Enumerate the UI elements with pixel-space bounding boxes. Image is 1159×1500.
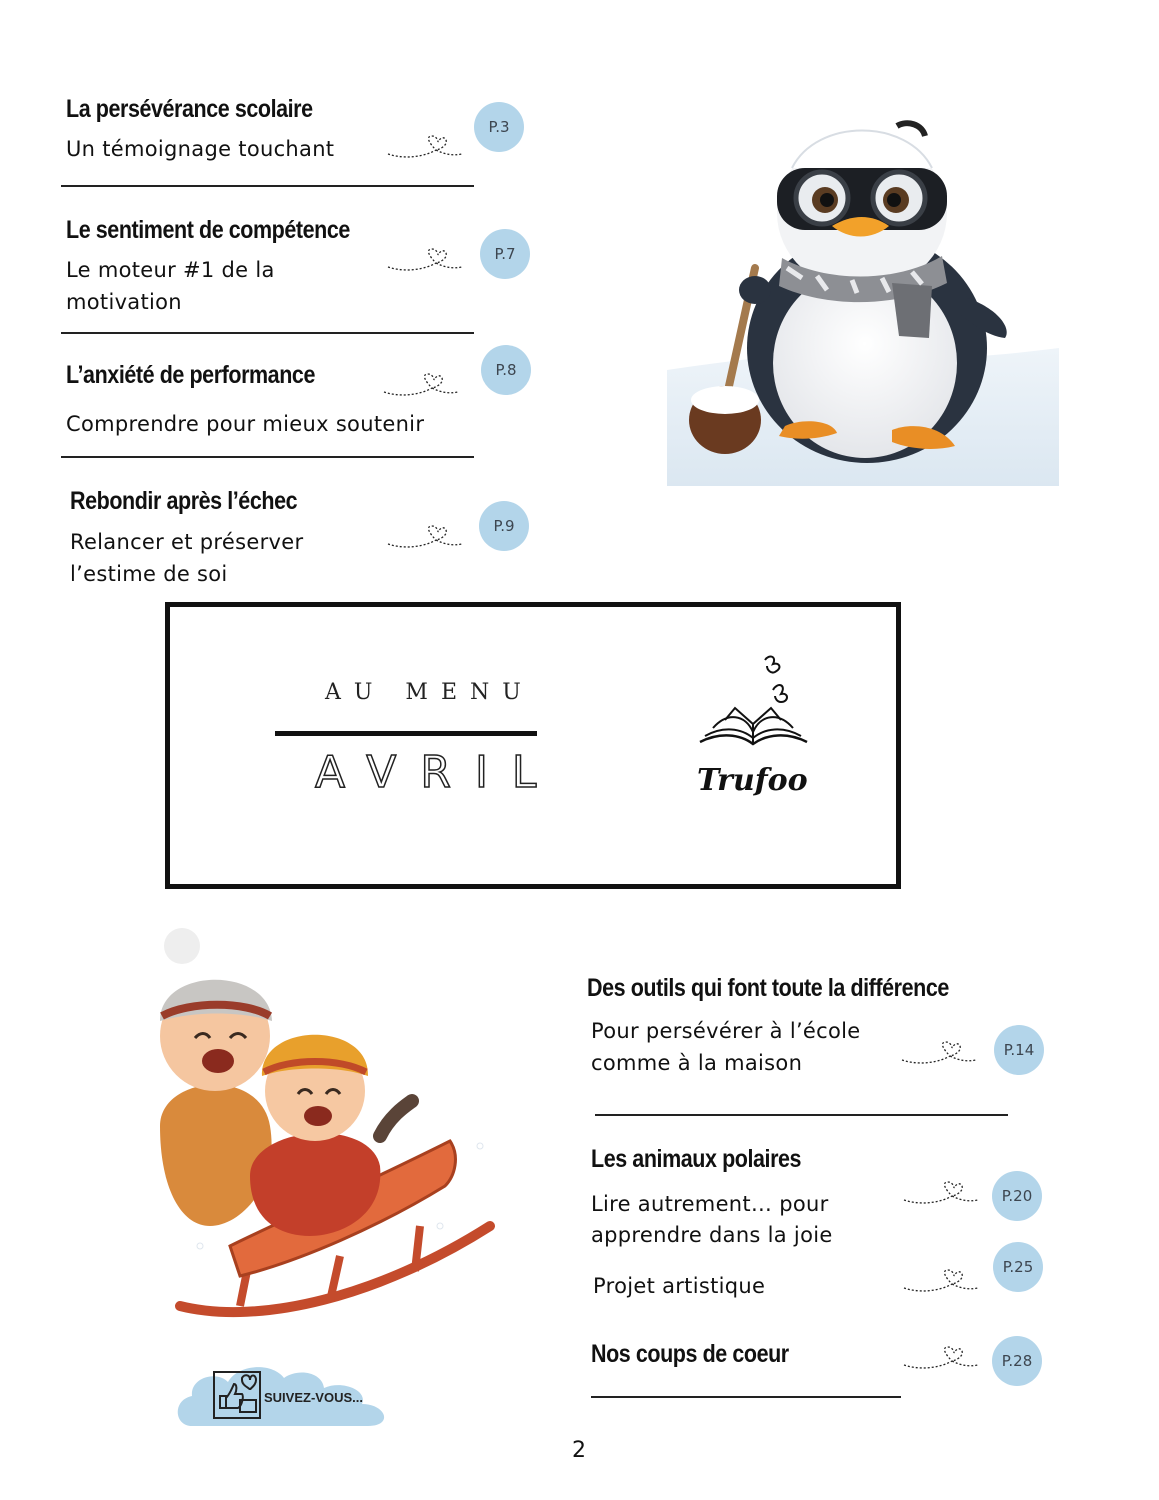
divider — [591, 1396, 901, 1398]
dotted-heart-icon — [902, 1341, 982, 1371]
page-badge-p25[interactable]: P.25 — [993, 1242, 1043, 1292]
toc-subtitle-outils-line2: comme à la maison — [591, 1051, 803, 1075]
trufoo-logo — [695, 652, 815, 802]
dotted-heart-icon — [386, 130, 466, 160]
follow-us-label: SUIVEZ-VOUS... — [264, 1390, 363, 1405]
toc-subtitle-competence-line2: motivation — [66, 290, 182, 314]
dotted-heart-icon — [382, 368, 462, 398]
au-menu-heading: AU MENU — [325, 680, 534, 705]
follow-us-cloud[interactable] — [172, 1360, 390, 1428]
toc-subtitle-perseverance: Un témoignage touchant — [66, 137, 335, 161]
open-book-butterfly-icon — [695, 652, 815, 762]
divider — [61, 456, 474, 458]
toc-title-perseverance: La persévérance scolaire — [66, 95, 313, 123]
toc-title-coups-de-coeur: Nos coups de coeur — [591, 1340, 789, 1368]
toc-subtitle-anxiete: Comprendre pour mieux soutenir — [66, 412, 425, 436]
page-badge-p8[interactable]: P.8 — [481, 345, 531, 395]
au-menu-box — [165, 602, 901, 889]
month-title: AVRIL — [315, 747, 561, 798]
toc-title-outils: Des outils qui font toute la différence — [587, 974, 949, 1002]
toc-title-rebondir: Rebondir après l’échec — [70, 487, 298, 515]
page-badge-p7[interactable]: P.7 — [480, 229, 530, 279]
menu-divider — [275, 731, 537, 736]
page-badge-p9[interactable]: P.9 — [479, 501, 529, 551]
toc-subtitle-projet: Projet artistique — [593, 1274, 766, 1298]
toc-title-anxiete: L’anxiété de performance — [66, 361, 315, 389]
divider — [61, 332, 474, 334]
toc-subtitle-outils-line1: Pour persévérer à l’école — [591, 1019, 861, 1043]
dotted-heart-icon — [902, 1264, 982, 1294]
toc-subtitle-rebondir-line2: l’estime de soi — [70, 562, 228, 586]
page-badge-p14[interactable]: P.14 — [994, 1025, 1044, 1075]
page-badge-p20[interactable]: P.20 — [992, 1171, 1042, 1221]
social-media-icon — [212, 1370, 262, 1420]
logo-text: Trufoo — [697, 763, 808, 798]
dotted-heart-icon — [386, 520, 466, 550]
page-badge-p28[interactable]: P.28 — [992, 1336, 1042, 1386]
toc-subtitle-animaux-line2: apprendre dans la joie — [591, 1223, 833, 1247]
dotted-heart-icon — [900, 1036, 980, 1066]
page-badge-p3[interactable]: P.3 — [474, 102, 524, 152]
penguin-illustration — [667, 108, 1059, 486]
toc-subtitle-competence-line1: Le moteur #1 de la — [66, 258, 275, 282]
dotted-heart-icon — [386, 243, 466, 273]
toc-title-animaux: Les animaux polaires — [591, 1145, 802, 1173]
children-sled-illustration — [140, 926, 500, 1336]
toc-subtitle-animaux-line1: Lire autrement… pour — [591, 1192, 829, 1216]
toc-title-competence: Le sentiment de compétence — [66, 216, 350, 244]
divider — [595, 1114, 1008, 1116]
dotted-heart-icon — [902, 1176, 982, 1206]
divider — [61, 185, 474, 187]
toc-subtitle-rebondir-line1: Relancer et préserver — [70, 530, 304, 554]
page-number: 2 — [572, 1438, 586, 1463]
